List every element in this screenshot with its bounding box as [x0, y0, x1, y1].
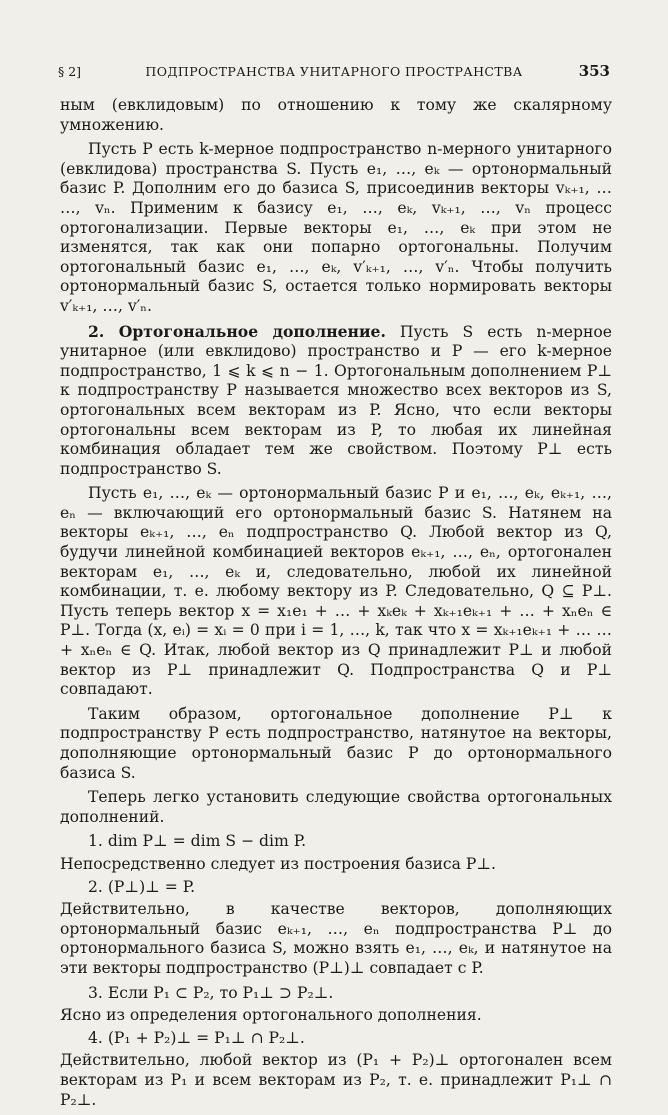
paragraph [60, 96, 612, 135]
paragraph-heading: 2. Ортогональное дополнение. [88, 321, 386, 341]
paragraph [60, 322, 612, 480]
paragraph-text: 3. Если P₁ ⊂ P₂, то P₁⊥ ⊃ P₂⊥. [88, 983, 334, 1002]
paragraph [60, 484, 612, 700]
paragraph [60, 832, 612, 852]
paragraph-text: Непосредственно следует из построения базиса P⊥. [60, 854, 496, 873]
page-number: 353 [578, 62, 610, 80]
paragraph [60, 140, 612, 316]
paragraph [60, 1051, 612, 1110]
running-header [58, 64, 610, 84]
paragraph [60, 984, 612, 1004]
paragraph [60, 878, 612, 898]
paragraph-text: Действительно, любой вектор из (P₁ + P₂)⊥ ортогонален всем векторам из P₁ и всем векторам из P₂, т. е. принадлежит P₁⊥ ∩ P₂⊥. [60, 1051, 612, 1109]
paragraph-text: Действительно, в качестве векторов, дополняющих ортонормальный базис eₖ₊₁, …, eₙ подпространства P⊥ до ортонормального базиса S, можно взять e₁, …, eₖ, и натянутое на эти векторы подпространство (P⊥)⊥ совпадает с P. [60, 900, 612, 977]
running-title: ПОДПРОСТРАНСТВА УНИТАРНОГО ПРОСТРАНСТВА [145, 64, 523, 79]
paragraph-text: Пусть P есть k-мерное подпространство n-мерного унитарного (евклидова) пространства S. Пусть e₁, …, eₖ — ортонормальный базис P. Дополним его до базиса S, присоединив векторы vₖ₊₁, … …, vₙ. Применим к базису e₁, …, eₖ, vₖ₊₁, …, vₙ процесс ортогонализации. Первые векторы e₁, …, eₖ при этом не изменятся, так как они попарно ортогональны. Получим ортогональный базис e₁, …, eₖ, v′ₖ₊₁, …, v′ₙ. Чтобы получить ортонормальный базис S, остается только нормировать векторы v′ₖ₊₁, …, v′ₙ. [60, 140, 612, 315]
section-marker: § 2] [58, 64, 82, 79]
paragraph [60, 900, 612, 978]
paragraph [60, 1006, 612, 1026]
paragraph-text: Ясно из определения ортогонального дополнения. [60, 1006, 482, 1025]
paragraph [60, 705, 612, 783]
paragraph-text: Пусть e₁, …, eₖ — ортонормальный базис P и e₁, …, eₖ, eₖ₊₁, …, eₙ — включающий его ортонормальный базис S. Натянем на векторы eₖ₊₁, …, eₙ подпространство Q. Любой вектор из Q, будучи линейной комбинацией векторов eₖ₊₁, …, eₙ, ортогонален векторам e₁, …, eₖ и, следовательно, любой их линейной комбинации, т. е. любому вектору из P. Следовательно, Q ⊆ P⊥. Пусть теперь вектор x = x₁e₁ + … + xₖeₖ + xₖ₊₁eₖ₊₁ + … + xₙeₙ ∈ P⊥. Тогда (x, eᵢ) = xᵢ = 0 при i = 1, …, k, так что x = xₖ₊₁eₖ₊₁ + … … + xₙeₙ ∈ Q. Итак, любой вектор из Q принадлежит P⊥ и любой вектор из P⊥ принадлежит Q. Подпространства Q и P⊥ совпадают. [60, 484, 612, 699]
paragraph-text: Пусть S есть n-мерное унитарное (или евклидово) пространство и P — его k-мерное подпространство, 1 ⩽ k ⩽ n − 1. Ортогональным дополнением P⊥ к подпространству P называется множество всех векторов из S, ортогональных всем векторам из P. Ясно, что если векторы ортогональны всем векторам из P, то любая их линейная комбинация обладает тем же свойством. Поэтому P⊥ есть подпространство S. [60, 322, 612, 478]
paragraph [60, 855, 612, 875]
paragraph-text: 1. dim P⊥ = dim S − dim P. [88, 832, 307, 851]
body-text [60, 96, 612, 1115]
paragraph [60, 1029, 612, 1049]
paragraph-text: Таким образом, ортогональное дополнение P⊥ к подпространству P есть подпространство, натянутое на векторы, дополняющие ортонормальный базис P до ортонормального базиса S. [60, 704, 612, 782]
paragraph-text: 2. (P⊥)⊥ = P. [88, 877, 196, 896]
paragraph [60, 788, 612, 827]
paragraph-text: 4. (P₁ + P₂)⊥ = P₁⊥ ∩ P₂⊥. [88, 1028, 305, 1047]
paragraph-text: ным (евклидовым) по отношению к тому же скалярному умножению. [60, 96, 612, 134]
paragraph-text: Теперь легко установить следующие свойства ортогональных дополнений. [60, 788, 612, 826]
